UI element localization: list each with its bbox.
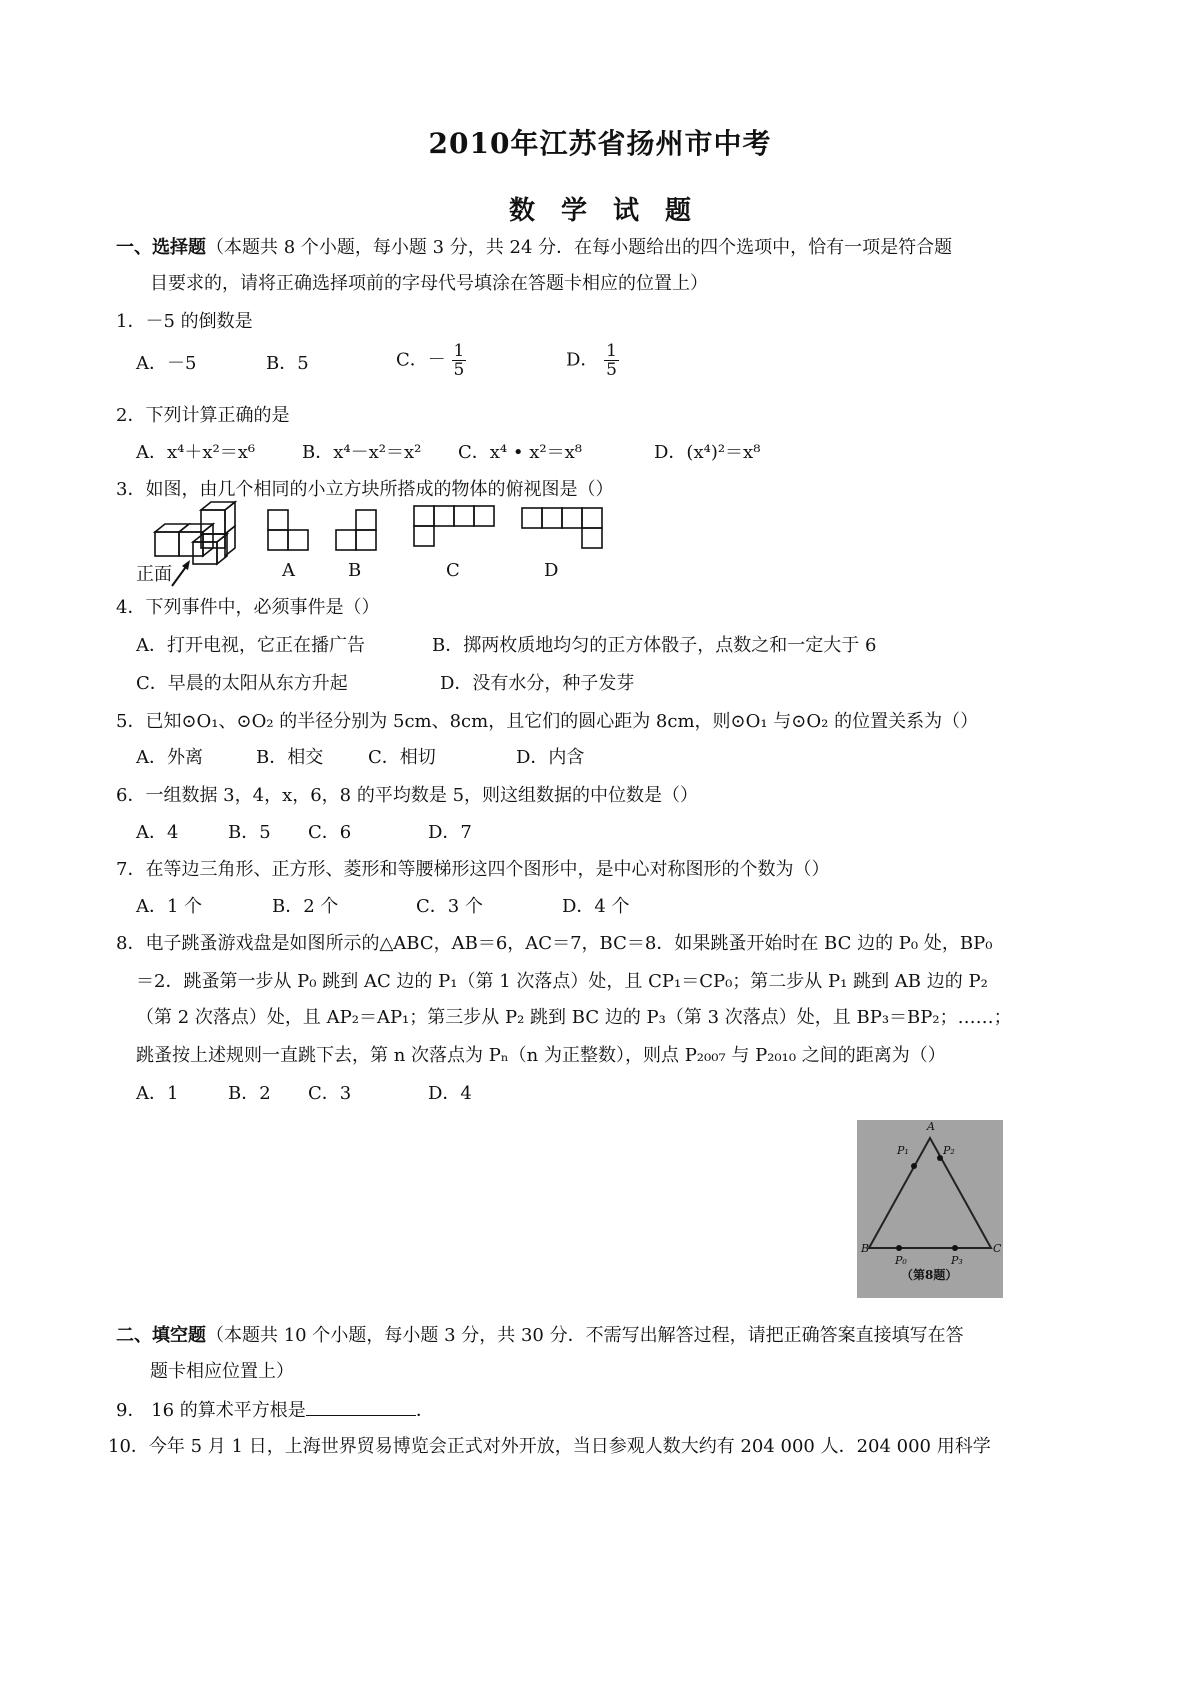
q8-line1: 8．电子跳蚤游戏盘是如图所示的△ABC，AB＝6，AC＝7，BC＝8．如果跳蚤开始时在 BC 边的 P₀ 处，BP₀ [116,933,993,954]
section1-desc: （本题共 8 个小题，每小题 3 分，共 24 分．在每小题给出的四个选项中，恰有一项是符合题 [206,237,953,258]
q8-option-d: D．4 [428,1083,472,1104]
q5-option-a: A．外离 [136,747,203,768]
q3-label-d: D [544,560,559,581]
section2-header [116,1324,964,1348]
option-d-view [522,508,602,548]
q3-figure [150,500,610,592]
q2-option-a: A．x⁴＋x²＝x⁶ [136,442,256,463]
section2-desc: （本题共 10 个小题，每小题 3 分，共 30 分．不需写出解答过程，请把正确答案直接填写在答 [206,1325,964,1346]
q4-option-b: B．掷两枚质地均匀的正方体骰子，点数之和一定大于 6 [432,635,877,656]
q1-option-d [566,342,619,379]
q1-option-b: B．5 [266,353,309,374]
q9-end: ． [415,1400,434,1421]
q3-label-a: A [282,560,295,581]
q7-stem: 7．在等边三角形、正方形、菱形和等腰梯形这四个图形中，是中心对称图形的个数为（） [116,859,830,880]
section1-header [116,236,952,260]
q6-stem: 6．一组数据 3，4，x，6，8 的平均数是 5，则这组数据的中位数是（） [116,785,699,806]
q4-stem: 4．下列事件中，必须事件是（） [116,597,380,618]
q7-option-a: A．1 个 [136,896,203,917]
q7-option-d: D．4 个 [562,896,630,917]
fraction-denominator: 5 [453,360,465,380]
q8-line3: （第 2 次落点）处，且 AP₂＝AP₁；第三步从 P₂ 跳到 BC 边的 P₃（第 3 次落点）处，且 BP₃＝BP₂；……； [136,1007,1012,1028]
q2-option-c: C．x⁴ • x²＝x⁸ [458,442,582,463]
q2-stem: 2．下列计算正确的是 [116,405,290,426]
q8-fig-label-p2: P₂ [943,1144,955,1157]
q5-option-c: C．相切 [368,747,436,768]
q8-option-b: B．2 [228,1083,271,1104]
q3-stem: 3．如图，由几个相同的小立方块所搭成的物体的俯视图是（） [116,479,614,500]
q5-stem: 5．已知⊙O₁、⊙O₂ 的半径分别为 5cm、8cm，且它们的圆心距为 8cm，则⊙O₁ 与⊙O₂ 的位置关系为（） [116,711,979,732]
fraction-numerator: 1 [453,341,465,361]
q6-option-d: D．7 [428,822,472,843]
q6-option-b: B．5 [228,822,271,843]
q8-fig-label-p3: P₃ [951,1254,963,1267]
q8-fig-label-b: B [861,1242,870,1255]
option-a-view [268,510,308,550]
option-b-view [336,510,376,550]
q9-answer-blank [306,1397,416,1416]
q5-option-b: B．相交 [256,747,324,768]
exam-title: 2010年江苏省扬州市中考 [428,127,772,160]
q4-option-c: C．早晨的太阳从东方升起 [136,673,348,694]
q3-label-c: C [446,560,460,581]
q3-front-label: 正面 [136,564,172,585]
section2-label: 二、填空题 [116,1325,206,1346]
q8-figure [857,1120,1003,1298]
q7-option-b: B．2 个 [272,896,339,917]
q5-option-d: D．内含 [516,747,585,768]
fraction-denominator: 5 [606,360,617,380]
q9-stem: 9． 16 的算术平方根是 [116,1400,306,1421]
q1-option-d-fraction [604,342,619,379]
cube-stack-drawing [155,502,235,564]
exam-subtitle: 数学试题 [508,196,717,226]
q9 [116,1397,434,1423]
q8-option-a: A．1 [136,1083,179,1104]
q2-option-d: D．(x⁴)²＝x⁸ [654,442,761,463]
q8-option-c: C．3 [308,1083,352,1104]
section1-label: 一、选择题 [116,237,206,258]
q1-stem: 1．－5 的倒数是 [116,311,253,332]
q8-fig-label-p1: P₁ [897,1144,909,1157]
q6-option-c: C．6 [308,822,352,843]
q10-stem: 10．今年 5 月 1 日，上海世界贸易博览会正式对外开放，当日参观人数大约有 204 000 人．204 000 用科学 [108,1436,991,1457]
section1-desc-cont: 目要求的，请将正确选择项前的字母代号填涂在答题卡相应的位置上） [150,273,708,294]
q4-option-a: A．打开电视，它正在播广告 [136,635,365,656]
q8-line2: ＝2．跳蚤第一步从 P₀ 跳到 AC 边的 P₁（第 1 次落点）处，且 CP₁＝CP₀；第二步从 P₁ 跳到 AB 边的 P₂ [136,971,988,992]
q8-fig-label-p0: P₀ [895,1254,907,1267]
q7-option-c: C．3 个 [416,896,483,917]
q8-fig-caption: （第8题） [901,1268,958,1282]
q1-option-c-prefix: C．－ [396,349,446,371]
q6-option-a: A．4 [136,822,179,843]
q1-option-c [396,342,466,379]
q2-option-b: B．x⁴－x²＝x² [302,442,422,463]
q8-line4: 跳蚤按上述规则一直跳下去，第 n 次落点为 Pₙ（n 为正整数），则点 P₂₀₀₇ 与 P₂₀₁₀ 之间的距离为（） [136,1045,946,1066]
section2-desc-cont: 题卡相应位置上） [150,1361,294,1382]
front-arrow [172,560,190,586]
fraction-numerator: 1 [606,341,617,361]
q1-option-d-prefix: D． [566,349,599,371]
q8-fig-label-c: C [993,1242,1002,1255]
option-c-view [414,506,494,546]
q8-fig-label-a: A [927,1120,935,1133]
q1-option-c-fraction [452,342,467,379]
q3-label-b: B [348,560,362,581]
q1-option-a: A．－5 [136,353,197,374]
q4-option-d: D．没有水分，种子发芽 [440,673,635,694]
